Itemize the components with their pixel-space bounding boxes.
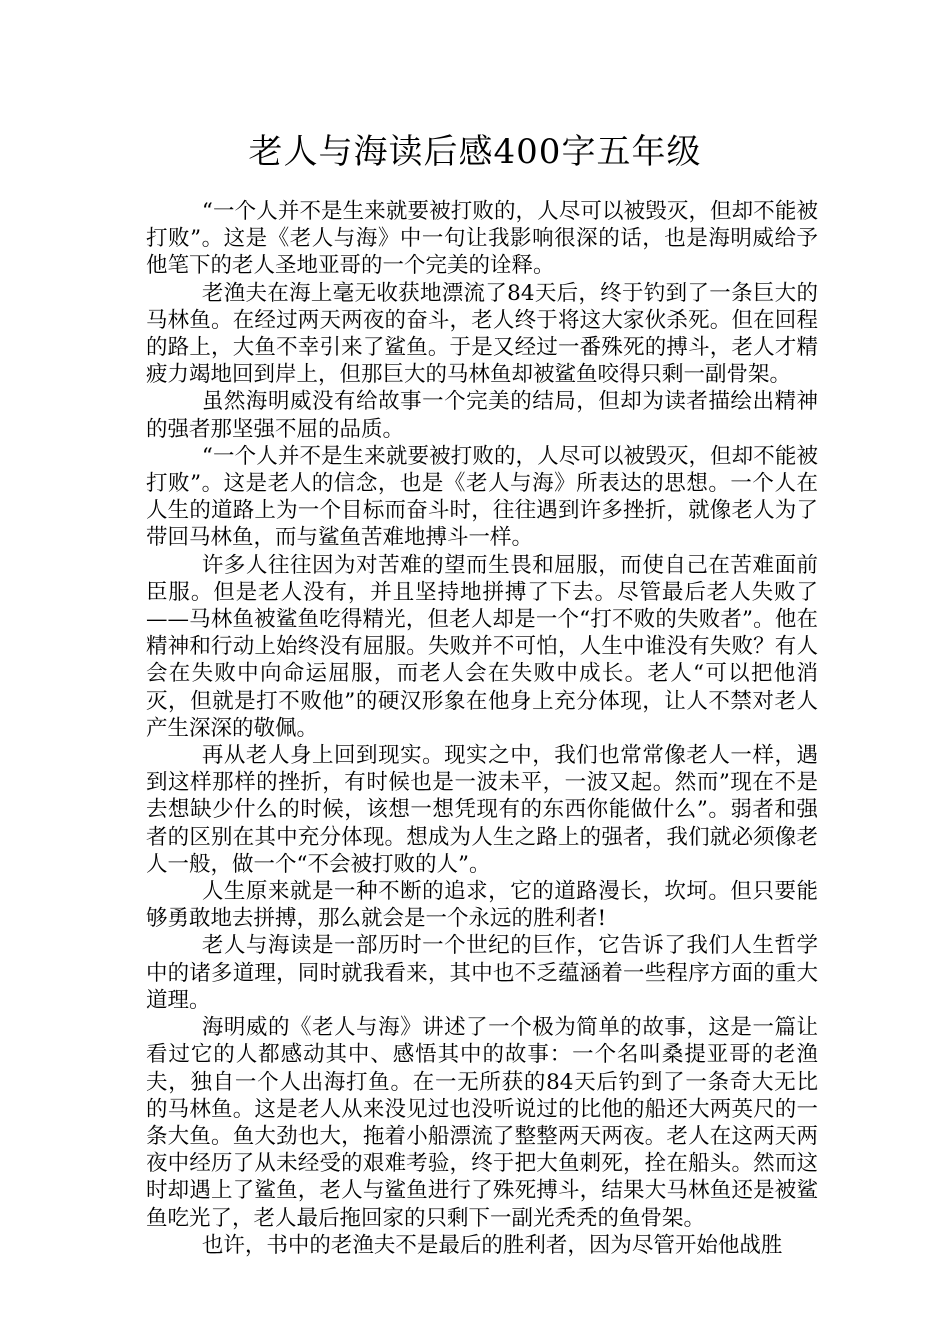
paragraph: 也许，书中的老渔夫不是最后的胜利者，因为尽管开始他战胜 bbox=[201, 1232, 783, 1258]
paragraph: 老人与海读是一部历时一个世纪的巨作，它告诉了我们人生哲学中的诸多道理，同时就我看来，其中也不乏蕴涵着一些程序方面的重大道理。 bbox=[146, 933, 818, 1013]
paragraph: 人生原来就是一种不断的追求，它的道路漫长，坎坷。但只要能够勇敢地去拼搏，那么就会是一个永远的胜利者! bbox=[146, 879, 818, 932]
paragraph: 老渔夫在海上毫无收获地漂流了84天后，终于钓到了一条巨大的马林鱼。在经过两天两夜的奋斗，老人终于将这大家伙杀死。但在回程的路上，大鱼不幸引来了鲨鱼。于是又经过一番殊死的搏斗，老人才精疲力竭地回到岸上，但那巨大的马林鱼却被鲨鱼咬得只剩一副骨架。 bbox=[146, 280, 818, 388]
document-title: 老人与海读后感400字五年级 bbox=[248, 132, 702, 172]
paragraph: “一个人并不是生来就要被打败的，人尽可以被毁灭，但却不能被打败”。这是《老人与海》中一句让我影响很深的话，也是海明威给予他笔下的老人圣地亚哥的一个完美的诠释。 bbox=[146, 199, 818, 279]
paragraph: 许多人往往因为对苦难的望而生畏和屈服，而使自己在苦难面前臣服。但是老人没有，并且坚持地拼搏了下去。尽管最后老人失败了——马林鱼被鲨鱼吃得精光，但老人却是一个“打不败的失败者”。他在精神和行动上始终没有屈服。失败并不可怕，人生中谁没有失败？有人会在失败中向命运屈服，而老人会在失败中成长。老人“可以把他消灭，但就是打不败他”的硬汉形象在他身上充分体现，让人不禁对老人产生深深的敬佩。 bbox=[146, 552, 818, 741]
paragraph: “一个人并不是生来就要被打败的，人尽可以被毁灭，但却不能被打败”。这是老人的信念，也是《老人与海》所表达的思想。一个人在人生的道路上为一个目标而奋斗时，往往遇到许多挫折，就像老人为了带回马林鱼，而与鲨鱼苦难地搏斗一样。 bbox=[146, 443, 818, 551]
paragraph: 海明威的《老人与海》讲述了一个极为简单的故事，这是一篇让看过它的人都感动其中、感悟其中的故事：一个名叫桑提亚哥的老渔夫，独自一个人出海打鱼。在一无所获的84天后钓到了一条奇大无比的马林鱼。这是老人从来没见过也没听说过的比他的船还大两英尺的一条大鱼。鱼大劲也大，拖着小船漂流了整整两天两夜。老人在这两天两夜中经历了从未经受的艰难考验，终于把大鱼刺死，拴在船头。然而这时却遇上了鲨鱼，老人与鲨鱼进行了殊死搏斗，结果大马林鱼还是被鲨鱼吃光了，老人最后拖回家的只剩下一副光秃秃的鱼骨架。 bbox=[146, 1015, 818, 1231]
document-body bbox=[146, 198, 818, 1259]
paragraph: 再从老人身上回到现实。现实之中，我们也常常像老人一样，遇到这样那样的挫折，有时候也是一波未平，一波又起。然而”现在不是去想缺少什么的时候，该想一想凭现有的东西你能做什么”。弱者和强者的区别在其中充分体现。想成为人生之路上的强者，我们就必须像老人一般，做一个“不会被打败的人”。 bbox=[146, 743, 818, 877]
paragraph: 虽然海明威没有给故事一个完美的结局，但却为读者描绘出精神的强者那坚强不屈的品质。 bbox=[146, 389, 818, 442]
